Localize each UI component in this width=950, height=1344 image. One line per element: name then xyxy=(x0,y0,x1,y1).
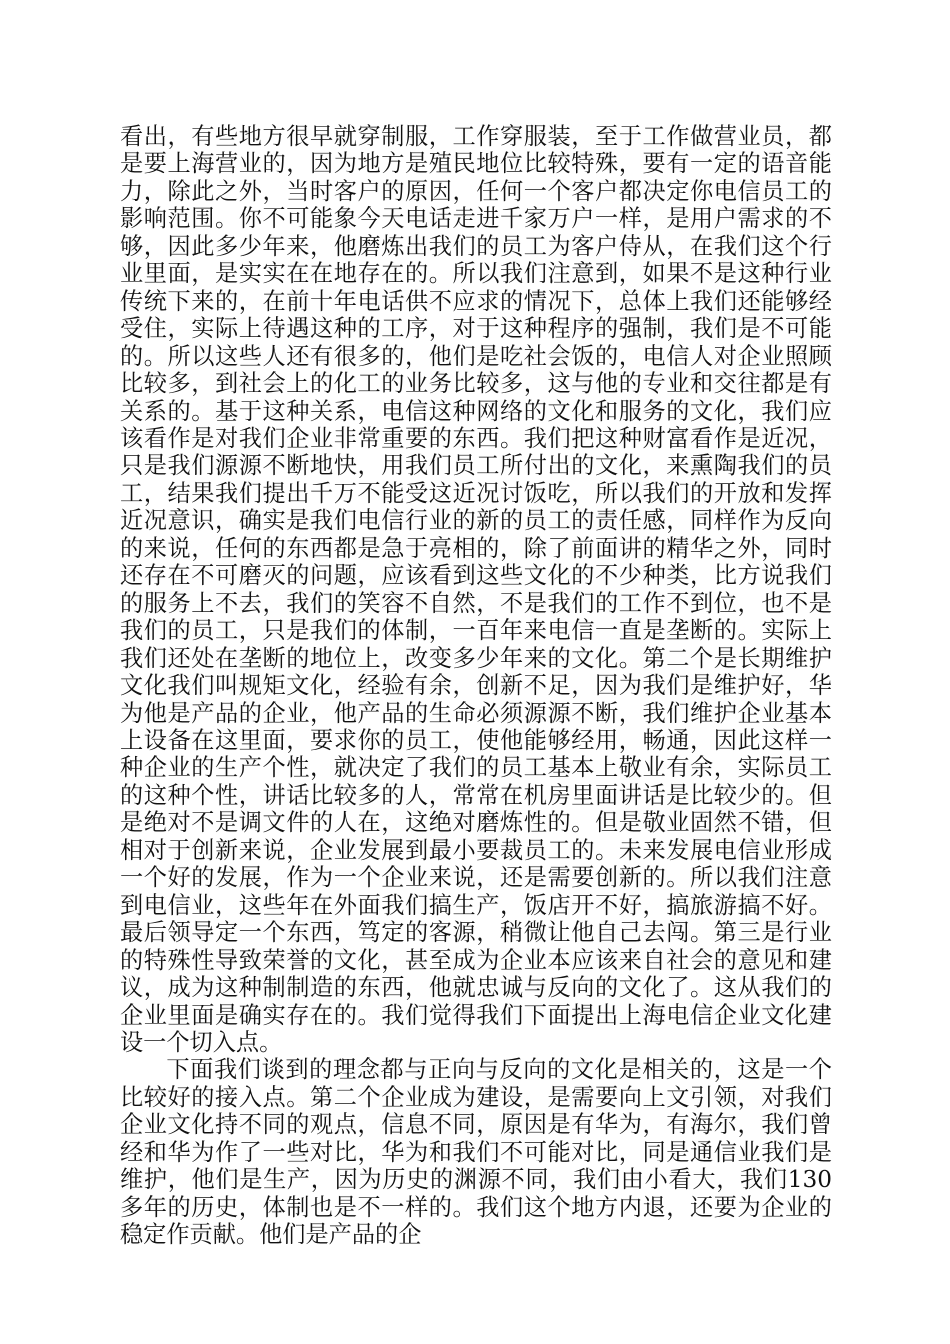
paragraph-1: 看出，有些地方很早就穿制服，工作穿服装，至于工作做营业员，都是要上海营业的，因为地方是殖民地位比较特殊，要有一定的语音能力，除此之外，当时客户的原因，任何一个客户都决定你电信员工的影响范围。你不可能象今天电话走进千家万户一样，是用户需求的不够，因此多少年来，他磨炼出我们的员工为客户侍从，在我们这个行业里面，是实实在在地存在的。所以我们注意到，如果不是这种行业传统下来的，在前十年电话供不应求的情况下，总体上我们还能够经受住，实际上待遇这种的工序，对于这种程序的强制，我们是不可能的。所以这些人还有很多的，他们是吃社会饭的，电信人对企业照顾比较多，到社会上的化工的业务比较多，这与他的专业和交往都是有关系的。基于这种关系，电信这种网络的文化和服务的文化，我们应该看作是对我们企业非常重要的东西。我们把这种财富看作是近况，只是我们源源不断地快，用我们员工所付出的文化，来熏陶我们的员工，结果我们提出千万不能受这近况讨饭吃，所以我们的开放和发挥近况意识，确实是我们电信行业的新的员工的责任感，同样作为反向的来说，任何的东西都是急于亮相的，除了前面讲的精华之外，同时还存在不可磨灭的问题，应该看到这些文化的不少种类，比方说我们的服务上不去，我们的笑容不自然，不是我们的工作不到位，也不是我们的员工，只是我们的体制，一百年来电信一直是垄断的。实际上我们还处在垄断的地位上，改变多少年来的文化。第二个是长期维护文化我们叫规矩文化，经验有余，创新不足，因为我们是维护好，华为他是产品的企业，他产品的生命必须源源不断，我们维护企业基本上设备在这里面，要求你的员工，使他能够经用，畅通，因此这样一种企业的生产个性，就决定了我们的员工基本上敬业有余，实际员工的这种个性，讲话比较多的人，常常在机房里面讲话是比较少的。但是绝对不是调文件的人在，这绝对磨炼性的。但是敬业固然不错，但相对于创新来说，企业发展到最小要裁员工的。未来发展电信业形成一个好的发展，作为一个企业来说，还是需要创新的。所以我们注意到电信业，这些年在外面我们搞生产，饭店开不好，搞旅游搞不好。最后领导定一个东西，笃定的客源，稍微让他自己去闯。第三是行业的特殊性导致荣誉的文化，甚至成为企业本应该来自社会的意见和建议，成为这种制制造的东西，他就忠诚与反向的文化了。这从我们的企业里面是确实存在的。我们觉得我们下面提出上海电信企业文化建设一个切入点。 xyxy=(120,123,832,1056)
paragraph-2: 下面我们谈到的理念都与正向与反向的文化是相关的，这是一个比较好的接入点。第二个企业成为建设，是需要向上文引领，对我们企业文化持不同的观点，信息不同，原因是有华为，有海尔，我们曾经和华为作了一些对比，华为和我们不可能对比，同是通信业我们是维护，他们是生产，因为历史的渊源不同，我们由小看大，我们130多年的历史，体制也是不一样的。我们这个地方内退，还要为企业的稳定作贡献。他们是产品的企 xyxy=(120,1056,832,1249)
document-body xyxy=(120,123,832,1249)
